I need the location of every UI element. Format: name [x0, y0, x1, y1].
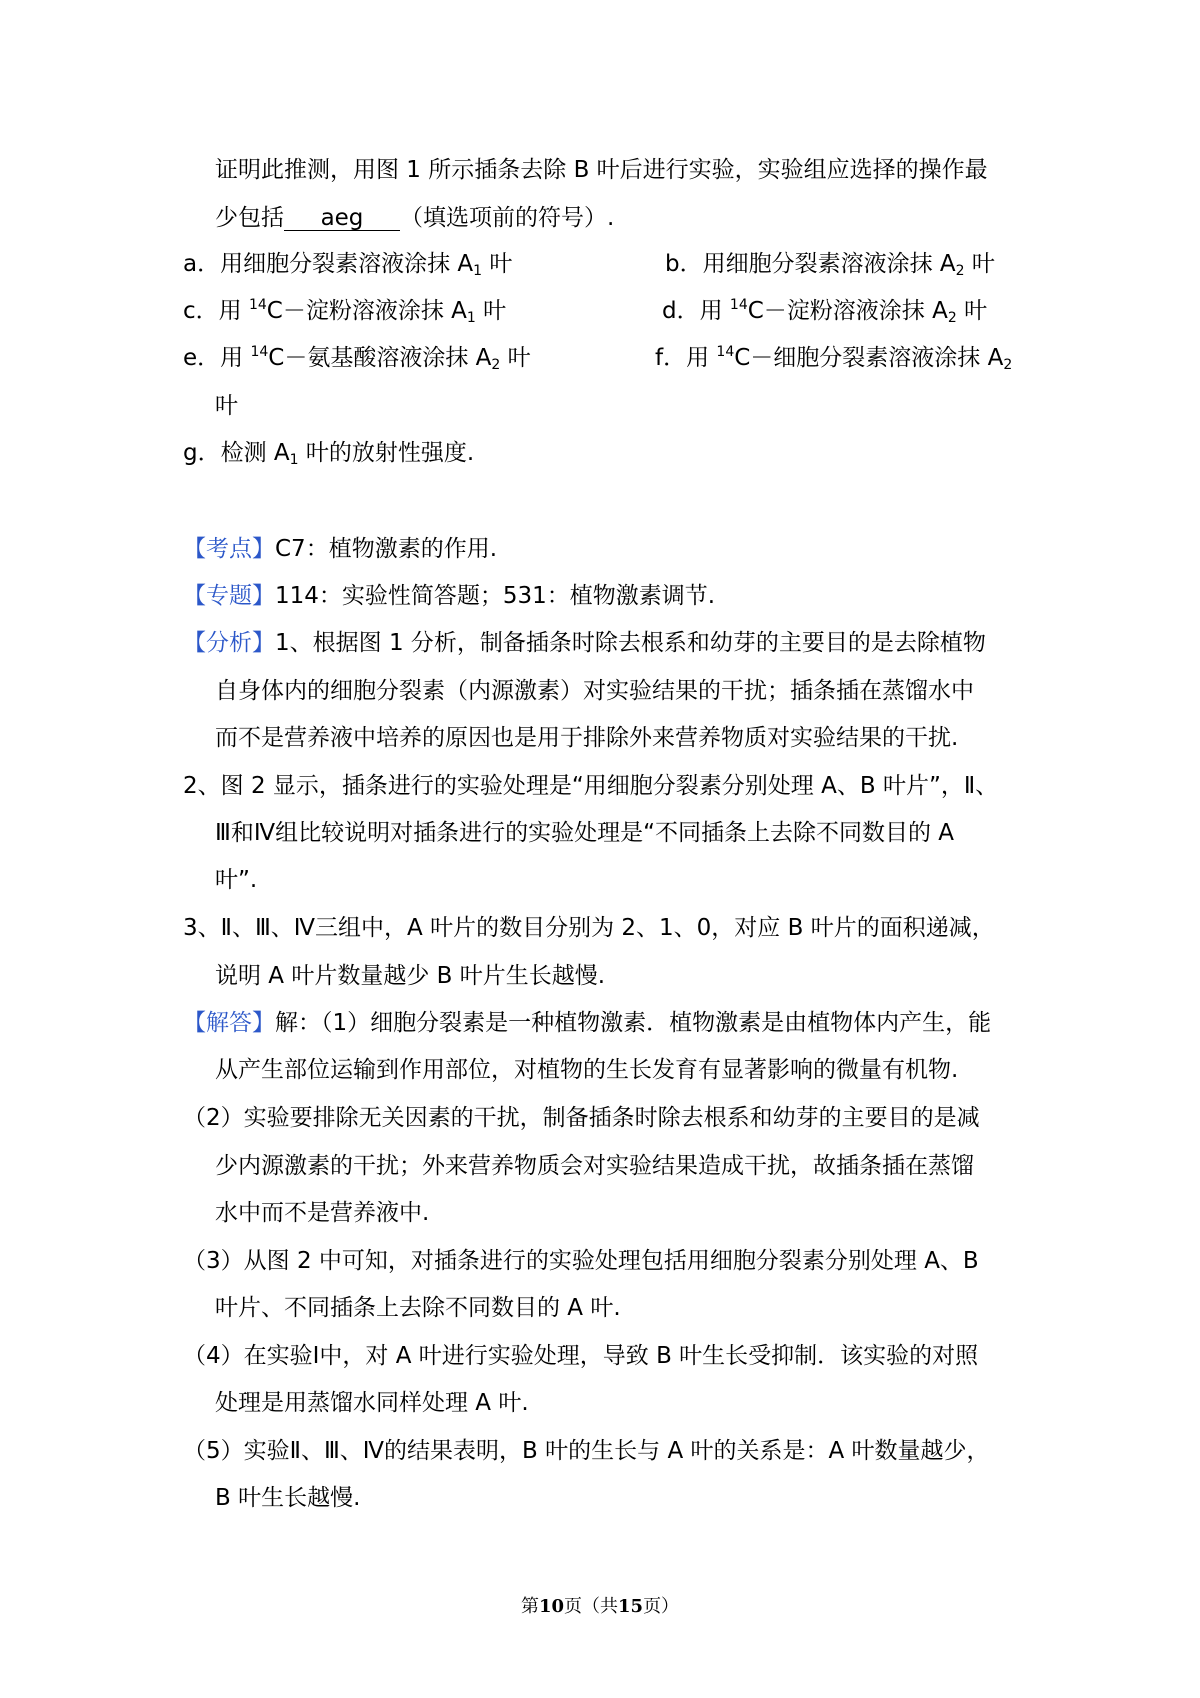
fenxi-line-1: 【分析】1、根据图 1 分析，制备插条时除去根系和幼芽的主要目的是去除植物: [183, 630, 986, 656]
option-f-continued: 叶: [215, 393, 238, 419]
jieda-p3-line-1: （3）从图 2 中可知，对插条进行的实验处理包括用细胞分裂素分别处理 A、B: [183, 1248, 979, 1274]
page-total: 15: [618, 1596, 644, 1617]
option-g: g．检测 $A_1$ 叶的放射性强度.: [183, 440, 475, 468]
intro-line-2: 少包括 aeg （填选项前的符号）.: [215, 205, 615, 231]
fenxi-line-3: 而不是营养液中培养的原因也是用于排除外来营养物质对实验结果的干扰.: [215, 725, 959, 751]
answer-blank: aeg: [284, 206, 400, 231]
fenxi-p2-line-1: 2、图 2 显示，插条进行的实验处理是“用细胞分裂素分别处理 A、B 叶片”，Ⅱ、: [183, 773, 999, 799]
fenxi-tag: 【分析】: [183, 630, 275, 656]
jieda-p4-line-1: （4）在实验Ⅰ中，对 A 叶进行实验处理，导致 B 叶生长受抑制．该实验的对照: [183, 1343, 979, 1369]
page-footer: 第10页（共15页）: [520, 1596, 680, 1617]
jieda-p2-line-3: 水中而不是营养液中.: [215, 1200, 430, 1226]
fenxi-p2-line-3: 叶”.: [215, 867, 258, 893]
jieda-line-1: 【解答】解：（1）细胞分裂素是一种植物激素．植物激素是由植物体内产生，能: [183, 1010, 992, 1036]
jieda-tag: 【解答】: [183, 1010, 275, 1036]
option-a: a．用细胞分裂素溶液涂抹 $A_1$ 叶: [183, 251, 513, 279]
jieda-p4-line-2: 处理是用蒸馏水同样处理 A 叶.: [215, 1390, 529, 1416]
option-b: b．用细胞分裂素溶液涂抹 $A_2$ 叶: [665, 251, 995, 279]
kaodian-tag: 【考点】: [183, 536, 275, 562]
option-e: e．用 $^{14}$C－氨基酸溶液涂抹 $A_2$ 叶: [183, 344, 531, 373]
jieda-p3-line-2: 叶片、不同插条上去除不同数目的 A 叶.: [215, 1295, 621, 1321]
option-f: f．用 $^{14}$C－细胞分裂素溶液涂抹 $A_2$: [655, 344, 1013, 373]
fenxi-p2-line-2: Ⅲ和Ⅳ组比较说明对插条进行的实验处理是“不同插条上去除不同数目的 A: [215, 820, 955, 846]
zhuanti-tag: 【专题】: [183, 583, 275, 609]
option-c: c．用 $^{14}$C－淀粉溶液涂抹 $A_1$ 叶: [183, 297, 507, 326]
jieda-p2-line-1: （2）实验要排除无关因素的干扰，制备插条时除去根系和幼芽的主要目的是减: [183, 1105, 980, 1131]
jieda-p5-line-2: B 叶生长越慢.: [215, 1485, 361, 1511]
jieda-p5-line-1: （5）实验Ⅱ、Ⅲ、Ⅳ的结果表明，B 叶的生长与 A 叶的关系是：A 叶数量越少，: [183, 1438, 990, 1464]
fenxi-p3-line-1: 3、Ⅱ、Ⅲ、Ⅳ三组中，A 叶片的数目分别为 2、1、0，对应 B 叶片的面积递减，: [183, 915, 995, 941]
jieda-line-2: 从产生部位运输到作用部位，对植物的生长发育有显著影响的微量有机物.: [215, 1057, 959, 1083]
kaodian-line: 【考点】C7：植物激素的作用.: [183, 536, 498, 562]
page-number: 10: [538, 1596, 564, 1617]
zhuanti-line: 【专题】114：实验性简答题；531：植物激素调节.: [183, 583, 716, 609]
option-d: d．用 $^{14}$C－淀粉溶液涂抹 $A_2$ 叶: [662, 297, 988, 326]
jieda-p2-line-2: 少内源激素的干扰；外来营养物质会对实验结果造成干扰，故插条插在蒸馏: [215, 1153, 974, 1179]
intro-line-1: 证明此推测，用图 1 所示插条去除 B 叶后进行实验，实验组应选择的操作最: [215, 157, 988, 183]
fenxi-line-2: 自身体内的细胞分裂素（内源激素）对实验结果的干扰；插条插在蒸馏水中: [215, 678, 974, 704]
fenxi-p3-line-2: 说明 A 叶片数量越少 B 叶片生长越慢.: [215, 963, 606, 989]
